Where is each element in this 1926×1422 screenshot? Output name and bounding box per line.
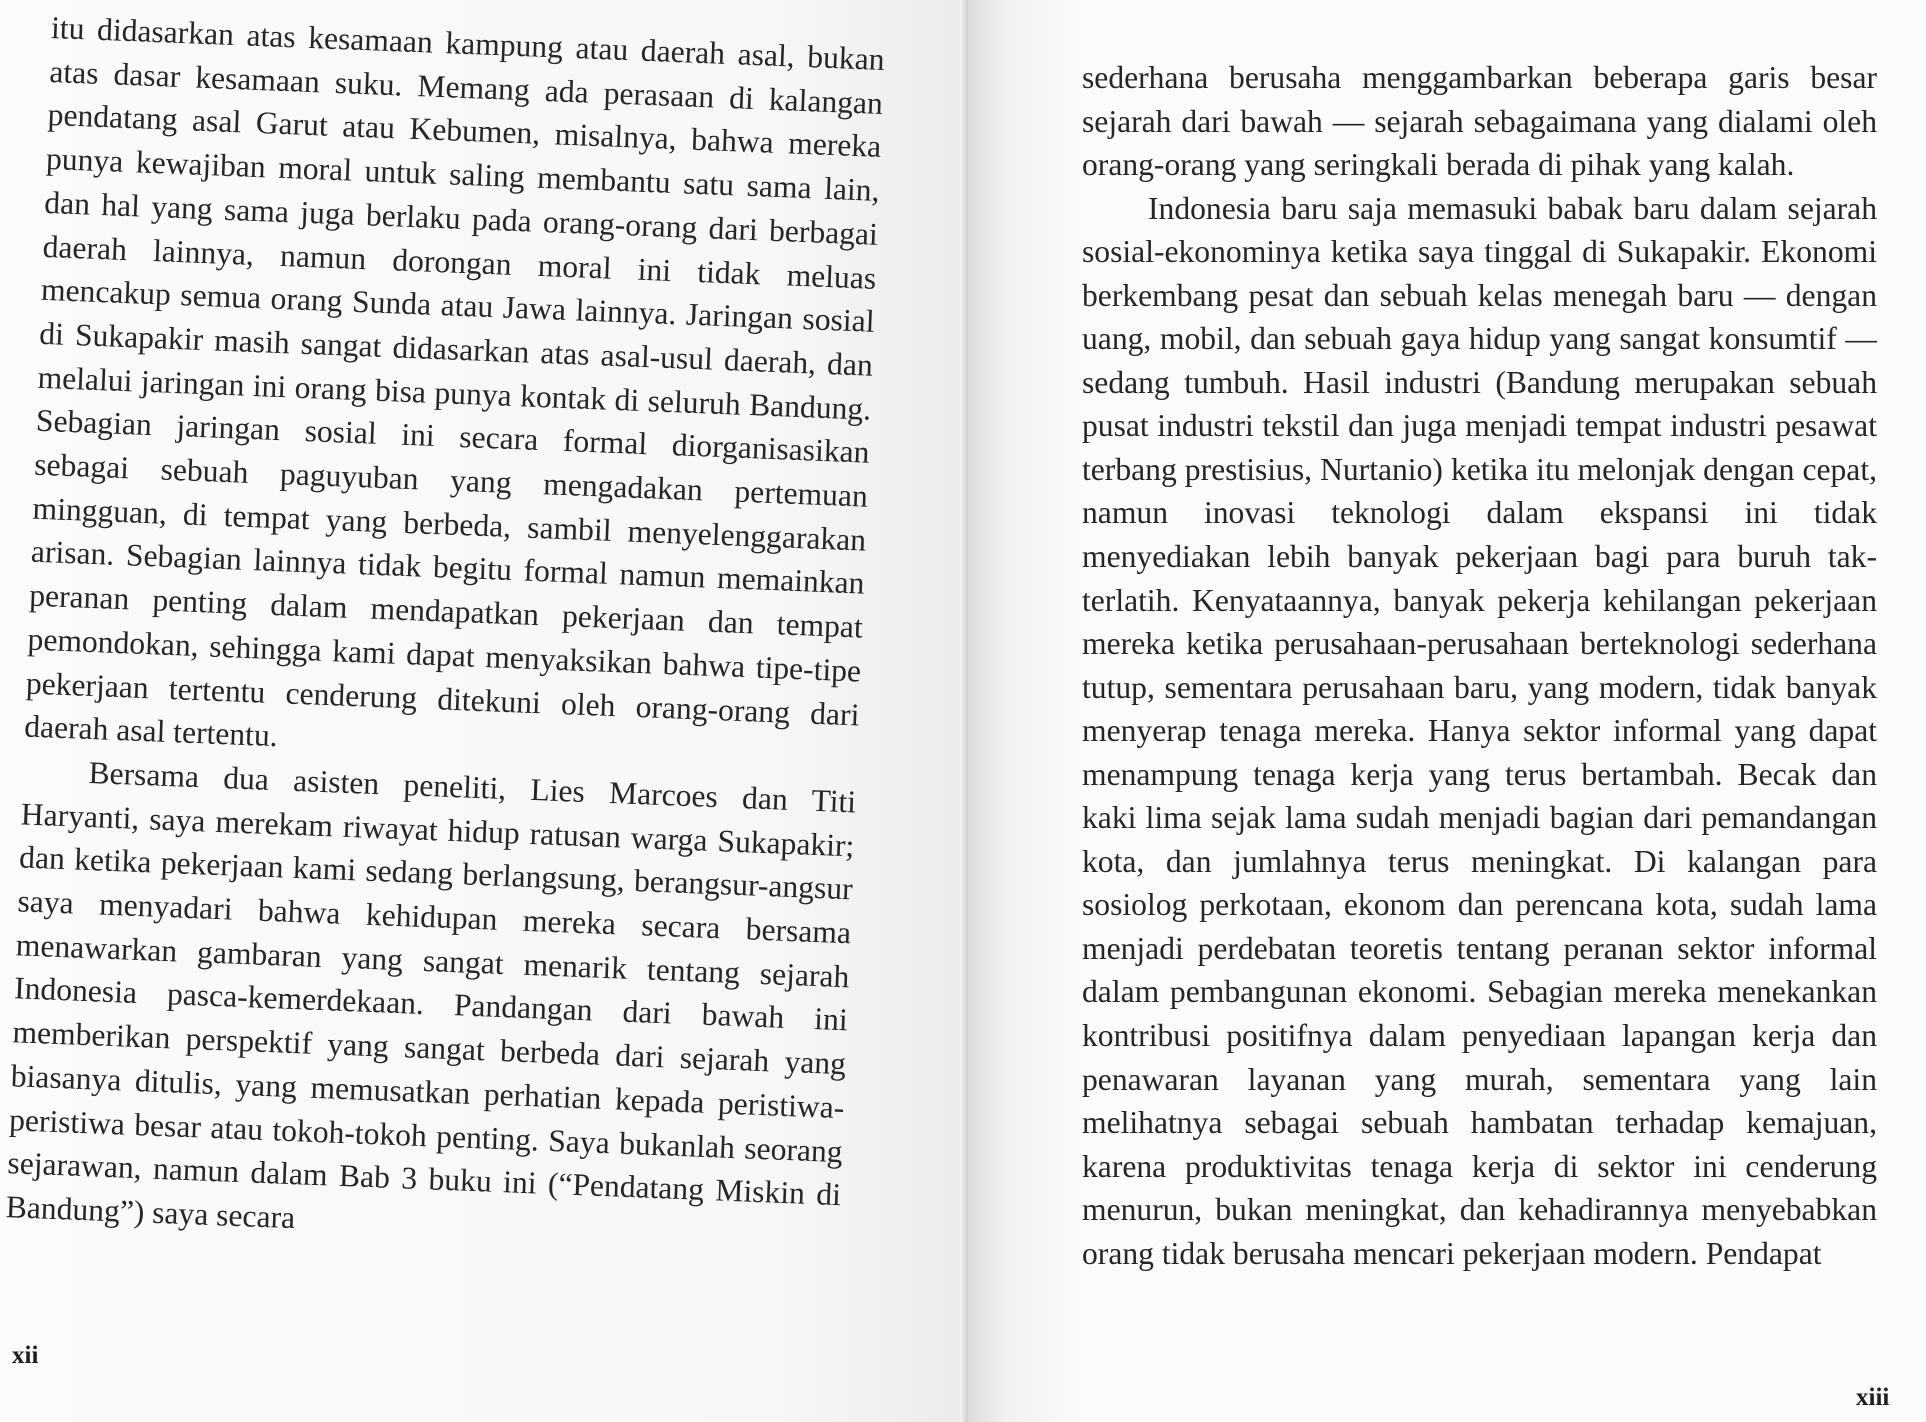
left-page-number: xii	[12, 1342, 39, 1369]
right-page-number: xiii	[1856, 1384, 1890, 1411]
left-paragraph-2: Bersama dua asisten peneliti, Lies Marcoes dan Titi Haryanti, saya merekam riwayat hidup ratusan warga Sukapakir; dan ketika pekerjaan kami sedang berlangsung, berangsur-angsur saya menyadari bahwa kehidupan mereka secara bersama menawarkan gambaran yang sangat menarik tentang sejarah Indonesia pasca-kemerdekaan. Pandangan dari bawah ini memberikan perspektif yang sangat berbeda dari sejarah yang biasanya ditulis, yang memusatkan perhatian kepada peristiwa-peristiwa besar atau tokoh-tokoh penting. Saya bukanlah seorang sejarawan, namun dalam Bab 3 buku ini (“Pendatang Miskin di Bandung”) saya secara	[5, 754, 857, 1236]
right-paragraph-2: Indonesia baru saja memasuki babak baru dalam sejarah sosial-ekonominya ketika saya tinggal di Sukapakir. Ekonomi berkembang pesat dan sebuah kelas menegah baru — dengan uang, mobil, dan sebuah gaya hidup yang sangat konsumtif — sedang tumbuh. Hasil industri (Bandung merupakan sebuah pusat industri tekstil dan juga menjadi tempat industri pesawat terbang prestisius, Nurtanio) ketika itu melonjak dengan cepat, namun inovasi teknologi dalam ekspansi ini tidak menyediakan lebih banyak pekerjaan bagi para buruh tak-terlatih. Kenyataannya, banyak pekerja kehilangan pekerjaan mereka ketika perusahaan-perusahaan berteknologi sederhana tutup, sementara perusahaan baru, yang modern, tidak banyak menyerap tenaga mereka. Hanya sektor informal yang dapat menampung tenaga kerja yang terus bertambah. Becak dan kaki lima sejak lama sudah menjadi bagian dari pemandangan kota, dan jumlahnya terus meningkat. Di kalangan para sosiolog perkotaan, ekonom dan perencana kota, sudah lama menjadi perdebatan teoretis tentang peranan sektor informal dalam pembangunan ekonomi. Sebagian mereka menekankan kontribusi positifnya dalam penyediaan lapangan kerja dan penawaran layanan yang murah, sementara yang lain melihatnya sebagai sebuah hambatan terhadap kemajuan, karena produktivitas tenaga kerja di sektor ini cenderung menurun, bukan meningkat, dan kehadirannya menyebabkan orang tidak berusaha mencari pekerjaan modern. Pendapat	[1082, 190, 1877, 1271]
left-text-block	[5, 6, 885, 1261]
left-paragraph-1: itu didasarkan atas kesamaan kampung atau daerah asal, bukan atas dasar kesamaan suku. Memang ada perasaan di kalangan pendatang asal Garut atau Kebumen, misalnya, bahwa mereka punya kewajiban moral untuk saling membantu satu sama lain, dan hal yang sama juga berlaku pada orang-orang dari berbagai daerah lainnya, namun dorongan moral ini tidak meluas mencakup semua orang Sunda atau Jawa lainnya. Jaringan sosial di Sukapakir masih sangat didasarkan atas asal-usul daerah, dan melalui jaringan ini orang bisa punya kontak di seluruh Bandung. Sebagian jaringan sosial ini secara formal diorganisasikan sebagai sebuah paguyuban yang mengadakan pertemuan mingguan, di tempat yang berbeda, sambil menyelenggarakan arisan. Sebagian lainnya tidak begitu formal namun memainkan peranan penting dalam mendapatkan pekerjaan dan tempat pemondokan, sehingga kami dapat menyaksikan bahwa tipe-tipe pekerjaan tertentu cenderung ditekuni oleh orang-orang dari daerah asal tertentu.	[23, 9, 886, 754]
right-page	[968, 0, 1926, 1422]
right-paragraph-1: sederhana berusaha menggambarkan beberapa garis besar sejarah dari bawah — sejarah sebagaimana yang dialami oleh orang-orang yang seringkali berada di pihak yang kalah.	[1082, 60, 1877, 183]
right-text-block	[1082, 56, 1877, 1275]
